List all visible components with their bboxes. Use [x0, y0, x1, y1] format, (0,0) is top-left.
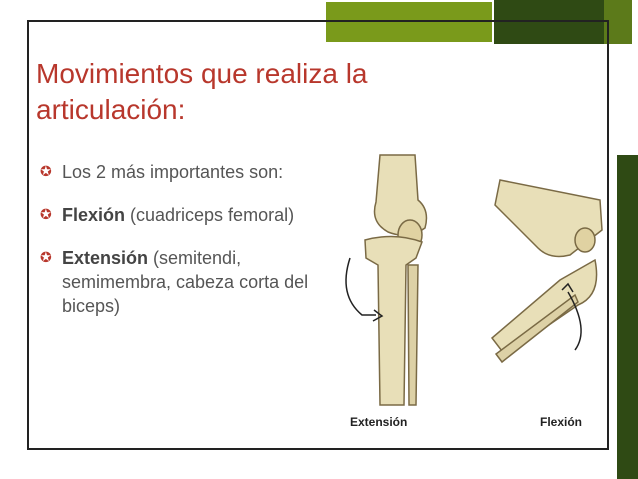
knee-movement-illustration	[310, 140, 610, 440]
bullet-list	[40, 160, 310, 337]
bullet-item	[40, 160, 310, 184]
caption-flexion: Flexión	[540, 415, 583, 429]
bullet-term: Extensión	[62, 248, 149, 268]
bullet-text	[62, 203, 294, 227]
bullet-item	[40, 246, 310, 318]
tibia-flexed-shape	[492, 260, 597, 355]
bullet-text: Los 2 más importantes son:	[62, 162, 284, 182]
bullet-text	[62, 246, 310, 318]
bullet-item	[40, 203, 310, 227]
patella-flexed-shape	[575, 228, 595, 252]
bullet-marker-icon: ✪	[40, 206, 52, 222]
bullet-detail: (semitendi, semimembra, cabeza corta del biceps)	[62, 248, 309, 316]
extension-knee-image	[346, 155, 426, 405]
bullet-term: Flexión	[62, 205, 126, 225]
femur-shape	[375, 155, 427, 235]
right-bar-gap	[617, 44, 638, 155]
bullet-detail: (cuadriceps femoral)	[125, 205, 295, 225]
bullet-marker-icon: ✪	[40, 163, 52, 179]
decorative-right-bar	[617, 155, 638, 479]
fibula-shape	[408, 265, 418, 405]
caption-extension: Extensión	[350, 415, 408, 429]
knee-bones-drawing	[310, 140, 610, 440]
bullet-marker-icon: ✪	[40, 249, 52, 265]
flexion-knee-image	[492, 180, 602, 362]
extension-arrow-curve	[346, 258, 376, 315]
slide-title: Movimientos que realiza la articulación:	[36, 58, 368, 125]
